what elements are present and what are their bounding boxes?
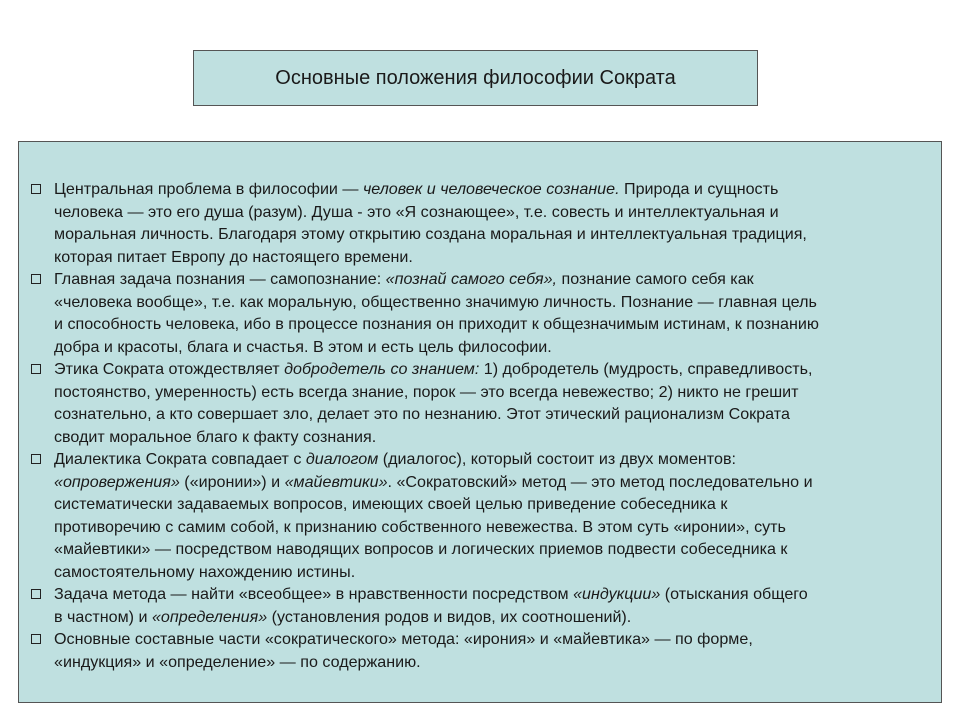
text-line [54, 291, 941, 314]
text-segment: (диалогос), который состоит из двух моментов: [378, 450, 736, 468]
checkbox-bullet-icon [31, 589, 41, 599]
text-line [54, 403, 941, 426]
italic-text: человек и человеческое сознание. [362, 180, 620, 198]
italic-text: «индукции» [573, 585, 661, 603]
text-segment: Задача метода — найти «всеобщее» в нравственности посредством [54, 585, 574, 603]
text-segment: противоречию с самим собой, к признанию собственного невежества. В этом суть «иронии», суть [54, 517, 786, 536]
text-line [54, 201, 941, 224]
content-box [18, 141, 942, 703]
italic-text: добродетель со знанием: [284, 360, 480, 378]
checkbox-bullet-icon [31, 184, 41, 194]
text-line [54, 516, 941, 539]
list-item [29, 628, 941, 673]
text-line [54, 651, 941, 674]
text-line [54, 313, 941, 336]
text-line [54, 606, 941, 629]
italic-text: диалогом [305, 450, 379, 468]
italic-text: «опровержения» [54, 472, 180, 491]
text-segment: «индукция» и «определение» — по содержанию. [54, 652, 421, 671]
text-segment: Главная задача познания — самопознание: [54, 270, 386, 288]
text-line [54, 358, 941, 381]
text-segment: самостоятельному нахождению истины. [54, 562, 356, 581]
text-line [54, 628, 941, 651]
text-segment: постоянство, умеренность) есть всегда знание, порок — это всегда невежество; 2) никто не грешит [54, 382, 799, 401]
text-segment: познание самого себя как [557, 270, 754, 288]
text-segment: «человека вообще», т.е. как моральную, общественно значимую личность. Познание — главная цель [54, 292, 817, 311]
text-line [54, 538, 941, 561]
text-line [54, 426, 941, 449]
checkbox-bullet-icon [31, 634, 41, 644]
text-segment: сознательно, а кто совершает зло, делает это по незнанию. Этот этический рационализм Сократа [54, 405, 790, 423]
text-segment: в частном) и [54, 607, 152, 626]
bullet-list [29, 178, 941, 673]
text-line [54, 178, 941, 201]
text-line [54, 336, 941, 359]
text-segment: моральная личность. Благодаря этому открытию создана моральная и интеллектуальная традиция, [54, 225, 807, 243]
italic-text: «определения» [151, 607, 268, 626]
text-line [54, 561, 941, 584]
checkbox-bullet-icon [31, 454, 41, 464]
italic-text: «майевтики» [284, 472, 388, 491]
text-segment: Этика Сократа отождествляет [54, 360, 285, 378]
text-line [54, 471, 941, 494]
text-segment: и способность человека, ибо в процессе познания он приходит к общезначимым истинам, к познанию [54, 315, 819, 333]
text-line [54, 223, 941, 246]
text-segment: Основные составные части «сократического» метода: «ирония» и «майевтика» — по форме, [54, 630, 753, 648]
text-segment: («иронии») и [179, 472, 285, 491]
text-segment: которая питает Европу до настоящего времени. [54, 247, 413, 266]
text-segment: «майевтики» — посредством наводящих вопросов и логических приемов подвести собеседника к [54, 540, 788, 558]
text-line [54, 583, 941, 606]
list-item [29, 268, 941, 358]
text-segment: систематически задаваемых вопросов, имеющих своей целью приведение собеседника к [54, 495, 728, 513]
text-segment: сводит моральное благо к факту сознания. [54, 427, 377, 446]
list-item [29, 448, 941, 583]
text-line [54, 381, 941, 404]
text-segment: . «Сократовский» метод — это метод последовательно и [387, 472, 813, 491]
text-segment: Центральная проблема в философии — [54, 180, 363, 198]
list-item [29, 583, 941, 628]
list-item [29, 178, 941, 268]
text-line [54, 493, 941, 516]
text-segment: (установления родов и видов, их соотношений). [267, 607, 632, 626]
text-segment: (отыскания общего [660, 585, 808, 603]
italic-text: «познай самого себя», [385, 270, 558, 288]
checkbox-bullet-icon [31, 364, 41, 374]
text-line [54, 268, 941, 291]
checkbox-bullet-icon [31, 274, 41, 284]
list-item [29, 358, 941, 448]
text-segment: 1) добродетель (мудрость, справедливость, [479, 360, 813, 378]
text-line [54, 448, 941, 471]
title-box [193, 50, 758, 106]
text-segment: Диалектика Сократа совпадает с [54, 450, 306, 468]
text-segment: Природа и сущность [619, 180, 779, 198]
slide-title: Основные положения философии Сократа [275, 66, 676, 89]
text-line [54, 246, 941, 269]
text-segment: человека — это его душа (разум). Душа - это «Я сознающее», т.е. совесть и интеллектуальная и [54, 202, 779, 221]
text-segment: добра и красоты, блага и счастья. В этом и есть цель философии. [54, 337, 552, 356]
